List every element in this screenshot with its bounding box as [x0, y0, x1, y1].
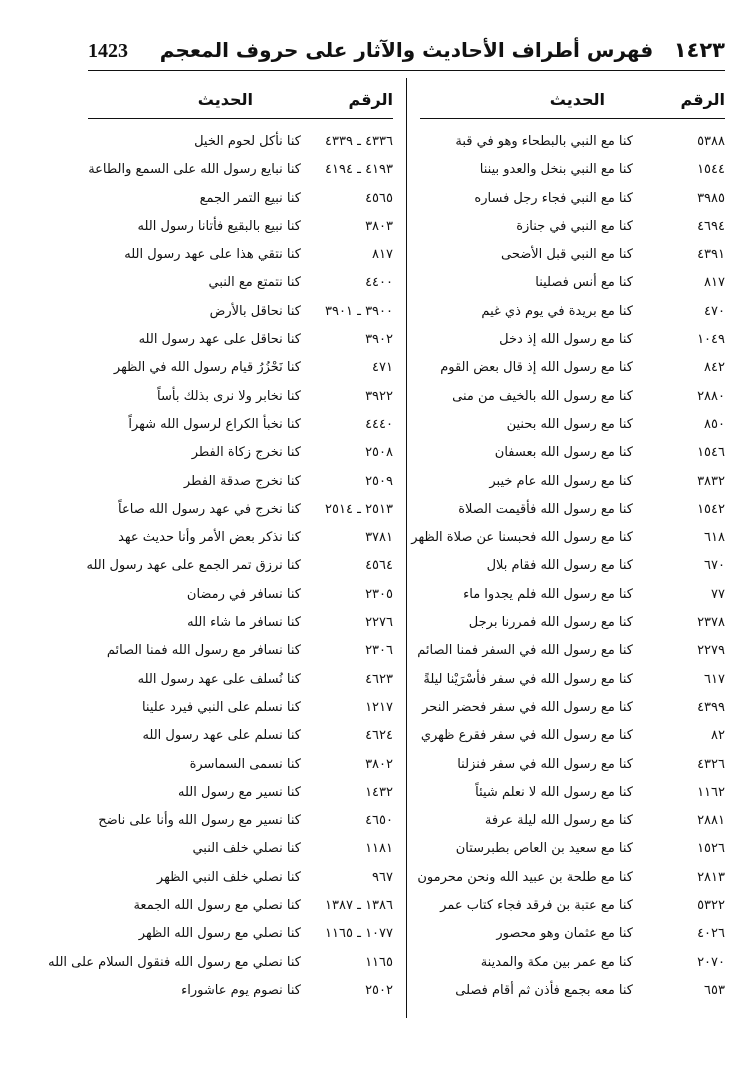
index-row: [88, 583, 393, 611]
hadith-text: كنا مع أنس فصلينا: [535, 275, 633, 291]
column-divider: [406, 78, 407, 1018]
index-row: [88, 441, 393, 469]
hadith-text: كنا مع رسول الله فلم يجدوا ماء: [463, 586, 633, 602]
index-row: [88, 979, 393, 1007]
hadith-number: ٣٧٨١: [365, 530, 393, 546]
hadith-text: كنا نتمتع مع النبي: [208, 275, 301, 291]
index-row: [420, 894, 725, 922]
hadith-number: ٨٢: [711, 728, 725, 744]
index-row: [88, 894, 393, 922]
hadith-number: ٢٢٧٦: [365, 615, 393, 631]
hadith-number: ١٥٢٦: [697, 841, 725, 857]
hadith-text: كنا نبيع بالبقيع فأتانا رسول الله: [137, 218, 301, 234]
index-row: [420, 583, 725, 611]
hadith-number: ٤٥٦٥: [365, 190, 393, 206]
hadith-text: كنا نبيع التمر الجمع: [199, 190, 301, 206]
hadith-text: كنا نُسلف على عهد رسول الله: [137, 671, 301, 687]
index-row: [420, 922, 725, 950]
index-row: [420, 300, 725, 328]
index-row: [420, 187, 725, 215]
hadith-text: كنا نأكل لحوم الخيل: [194, 134, 301, 149]
index-row: [420, 470, 725, 498]
hadith-number: ١٥٤٤: [697, 162, 725, 178]
hadith-text: كنا مع رسول الله في سفر فحضر النحر: [422, 699, 633, 715]
hadith-text: كنا نَحْزُرُ قيام رسول الله في الظهر: [113, 360, 301, 376]
hadith-text: كنا مع رسول الله فأقيمت الصلاة: [458, 501, 633, 517]
right-column: [411, 130, 725, 1007]
hadith-number: ٤١٩٣ ـ ٤١٩٤: [325, 162, 393, 178]
index-row: [88, 413, 393, 441]
left-column: [48, 130, 393, 1007]
index-row: [88, 187, 393, 215]
hadith-text: كنا مع النبي في جنازة: [516, 218, 633, 234]
left-column-header: [88, 90, 393, 114]
index-row: [88, 809, 393, 837]
index-row: [88, 215, 393, 243]
hadith-text: كنا نرزق تمر الجمع على عهد رسول الله: [86, 558, 301, 574]
hadith-number: ٤٦٢٤: [365, 728, 393, 744]
hadith-text: كنا مع رسول الله في سفر فقرع ظهري: [420, 728, 633, 744]
hadith-number: ٧٧: [711, 586, 725, 602]
index-row: [88, 611, 393, 639]
hadith-column-label: الحديث: [549, 90, 605, 109]
hadith-text: كنا نخرج زكاة الفطر: [191, 445, 301, 461]
hadith-number: ٦٧٠: [704, 558, 725, 574]
index-row: [420, 441, 725, 469]
hadith-text: كنا مع بريدة في يوم ذي غيم: [481, 303, 633, 319]
index-row: [88, 470, 393, 498]
hadith-number: ٢٥٠٩: [365, 473, 393, 489]
hadith-number: ٨١٧: [704, 275, 725, 291]
hadith-text: كنا نسافر مع رسول الله فمنا الصائم: [106, 643, 301, 659]
latin-page-number: 1423: [88, 40, 128, 62]
hadith-text: كنا مع طلحة بن عبيد الله ونحن محرمون: [417, 869, 633, 885]
hadith-text: كنا نحاقل بالأرض: [209, 303, 301, 319]
hadith-text: كنا مع عثمان وهو محصور: [496, 926, 633, 942]
left-header-rule: [88, 118, 393, 119]
index-row: [88, 300, 393, 328]
hadith-text: كنا معه بجمع فأذن ثم أقام فصلى: [455, 982, 633, 998]
hadith-text: كنا مع سعيد بن العاص بطبرستان: [455, 841, 633, 857]
hadith-number: ٤٧١: [372, 360, 393, 376]
index-row: [88, 922, 393, 950]
hadith-text: كنا نصلي خلف النبي الظهر: [156, 869, 301, 885]
hadith-text: كنا مع رسول الله ليلة عرفة: [484, 813, 633, 829]
hadith-number: ٢٥١٣ ـ ٢٥١٤: [325, 501, 393, 517]
hadith-text: كنا نسير مع رسول الله وأنا على ناضح: [98, 813, 301, 829]
index-row: [88, 158, 393, 186]
hadith-number: ٥٣٨٨: [697, 134, 725, 149]
index-row: [88, 639, 393, 667]
hadith-number: ٥٣٢٢: [697, 898, 725, 914]
hadith-text: كنا نخرج في عهد رسول الله صاعاً: [118, 501, 301, 517]
index-row: [420, 356, 725, 384]
hadith-number: ٤٣٣٦ ـ ٤٣٣٩: [325, 134, 393, 149]
index-row: [420, 158, 725, 186]
hadith-text: كنا مع رسول الله بالخيف من منى: [452, 388, 633, 404]
index-row: [420, 498, 725, 526]
index-row: [420, 554, 725, 582]
index-row: [420, 611, 725, 639]
hadith-number: ١١٨١: [365, 841, 393, 857]
page-title: فهرس أطراف الأحاديث والآثار على حروف المعجم: [159, 38, 654, 62]
hadith-number: ٤٦٢٣: [365, 671, 393, 687]
hadith-number: ٤٣٩٩: [697, 699, 725, 715]
hadith-text: كنا مع رسول الله فمررنا برجل: [468, 615, 633, 631]
index-row: [88, 130, 393, 158]
page-header: [88, 36, 725, 71]
hadith-text: كنا نصوم يوم عاشوراء: [181, 982, 301, 998]
hadith-number: ١٥٤٢: [697, 501, 725, 517]
index-row: [88, 668, 393, 696]
index-row: [420, 243, 725, 271]
index-row: [88, 498, 393, 526]
hadith-text: كنا مع النبي بالبطحاء وهو في قبة: [455, 134, 633, 149]
arabic-page-number: ١٤٢٣: [673, 38, 725, 62]
index-row: [48, 951, 393, 979]
index-row: [88, 781, 393, 809]
hadith-number: ٤٦٥٠: [365, 813, 393, 829]
hadith-text: كنا مع رسول الله لا نعلم شيئاً: [475, 784, 633, 800]
hadith-number: ١١٦٢: [697, 784, 725, 800]
index-row: [420, 979, 725, 1007]
hadith-text: كنا مع رسول الله في سفر فأسْرَيْنا ليلةً: [423, 671, 633, 687]
index-row: [420, 724, 725, 752]
hadith-number: ٢٣٠٥: [365, 586, 393, 602]
hadith-number: ٣٨٠٣: [365, 218, 393, 234]
hadith-text: كنا نخبأ الكراع لرسول الله شهراً: [128, 416, 301, 432]
index-row: [420, 271, 725, 299]
hadith-text: كنا نصلي خلف النبي: [192, 841, 301, 857]
hadith-number: ٢٨١٣: [697, 869, 725, 885]
number-column-label: الرقم: [348, 90, 393, 109]
index-row: [88, 837, 393, 865]
hadith-text: كنا نصلي مع رسول الله فنقول السلام على الله: [48, 954, 301, 970]
hadith-number: ٦١٨: [704, 530, 725, 546]
hadith-text: كنا نخرج صدقة الفطر: [183, 473, 301, 489]
hadith-text: كنا نصلي مع رسول الله الجمعة: [133, 898, 301, 914]
hadith-text: كنا مع رسول الله فقام بلال: [486, 558, 633, 574]
hadith-number: ١٥٤٦: [697, 445, 725, 461]
hadith-number: ١٤٣٢: [365, 784, 393, 800]
index-row: [417, 866, 725, 894]
hadith-number: ٢٥٠٨: [365, 445, 393, 461]
hadith-number: ٤٣٢٦: [697, 756, 725, 772]
number-column-label: الرقم: [680, 90, 725, 109]
hadith-text: كنا نذكر بعض الأمر وأنا حديث عهد: [118, 530, 301, 546]
right-column-header: [420, 90, 725, 114]
hadith-number: ١٠٧٧ ـ ١١٦٥: [325, 926, 393, 942]
hadith-number: ٨٤٢: [704, 360, 725, 376]
hadith-number: ٣٩٠٢: [365, 332, 393, 348]
hadith-text: كنا نسمى السماسرة: [189, 756, 301, 772]
hadith-number: ٨١٧: [372, 247, 393, 263]
hadith-number: ٢٢٧٩: [697, 643, 725, 659]
hadith-number: ١٠٤٩: [697, 332, 725, 348]
hadith-text: كنا نصلي مع رسول الله الظهر: [138, 926, 301, 942]
hadith-number: ٣٩٨٥: [697, 190, 725, 206]
index-row: [420, 215, 725, 243]
index-row: [88, 328, 393, 356]
hadith-text: كنا نسير مع رسول الله: [178, 784, 301, 800]
index-row: [417, 639, 725, 667]
hadith-text: كنا نبايع رسول الله على السمع والطاعة: [88, 162, 301, 178]
index-row: [420, 781, 725, 809]
index-row: [88, 271, 393, 299]
hadith-number: ٤٥٦٤: [365, 558, 393, 574]
hadith-number: ٢٣٠٦: [365, 643, 393, 659]
hadith-number: ٦٥٣: [704, 982, 725, 998]
hadith-text: كنا مع النبي بنخل والعدو بيننا: [479, 162, 633, 178]
hadith-text: كنا مع رسول الله عام خيبر: [489, 473, 633, 489]
hadith-text: كنا مع النبي فجاء رجل فساره: [474, 190, 633, 206]
index-row: [420, 130, 725, 158]
right-header-rule: [420, 118, 725, 119]
index-row: [88, 866, 393, 894]
index-row: [88, 526, 393, 554]
hadith-text: كنا نسافر في رمضان: [186, 586, 301, 602]
hadith-column-label: الحديث: [197, 90, 253, 109]
index-row: [420, 668, 725, 696]
hadith-number: ٣٩٠٠ ـ ٣٩٠١: [325, 303, 393, 319]
hadith-number: ٢٨٨١: [697, 813, 725, 829]
hadith-number: ٢٣٧٨: [697, 615, 725, 631]
index-row: [420, 385, 725, 413]
hadith-number: ١٣٨٦ ـ ١٣٨٧: [325, 898, 393, 914]
hadith-text: كنا مع عمر بين مكة والمدينة: [480, 954, 633, 970]
hadith-number: ٢٠٧٠: [697, 954, 725, 970]
hadith-number: ٤٤٠٠: [365, 275, 393, 291]
hadith-text: كنا نسلم على النبي فيرد علينا: [141, 699, 301, 715]
index-row: [420, 809, 725, 837]
hadith-text: كنا مع رسول الله فحبسنا عن صلاة الظهر: [411, 530, 633, 546]
hadith-text: كنا مع رسول الله بحنين: [506, 416, 633, 432]
hadith-number: ٢٥٠٢: [365, 982, 393, 998]
hadith-number: ٤٣٩١: [697, 247, 725, 263]
hadith-number: ٤٠٢٦: [697, 926, 725, 942]
hadith-text: كنا نسلم على عهد رسول الله: [142, 728, 301, 744]
index-row: [88, 356, 393, 384]
hadith-number: ٣٨٠٢: [365, 756, 393, 772]
hadith-text: كنا نتقي هذا على عهد رسول الله: [124, 247, 301, 263]
hadith-number: ٤٦٩٤: [697, 218, 725, 234]
index-row: [420, 328, 725, 356]
hadith-number: ١٢١٧: [365, 699, 393, 715]
index-row: [420, 413, 725, 441]
hadith-text: كنا نحاقل على عهد رسول الله: [138, 332, 301, 348]
hadith-text: كنا مع رسول الله في سفر فنزلنا: [457, 756, 633, 772]
hadith-text: كنا مع رسول الله إذ دخل: [499, 332, 633, 348]
hadith-text: كنا مع رسول الله بعسفان: [494, 445, 633, 461]
hadith-number: ٤٤٤٠: [365, 416, 393, 432]
hadith-number: ٩٦٧: [372, 869, 393, 885]
hadith-text: كنا مع النبي قبل الأضحى: [500, 247, 633, 263]
hadith-text: كنا مع رسول الله في السفر فمنا الصائم: [417, 643, 633, 659]
index-row: [88, 724, 393, 752]
index-row: [88, 753, 393, 781]
index-row: [420, 837, 725, 865]
index-row: [420, 696, 725, 724]
index-row: [88, 243, 393, 271]
hadith-number: ٤٧٠: [704, 303, 725, 319]
hadith-text: كنا مع رسول الله إذ قال بعض القوم: [440, 360, 633, 376]
hadith-number: ٦١٧: [704, 671, 725, 687]
hadith-text: كنا نسافر ما شاء الله: [187, 615, 301, 631]
hadith-number: ٣٩٢٢: [365, 388, 393, 404]
hadith-text: كنا نخابر ولا نرى بذلك بأساً: [157, 388, 301, 404]
hadith-number: ٢٨٨٠: [697, 388, 725, 404]
index-row: [88, 554, 393, 582]
index-row: [420, 951, 725, 979]
index-row: [420, 753, 725, 781]
index-row: [88, 385, 393, 413]
hadith-number: ١١٦٥: [365, 954, 393, 970]
hadith-text: كنا مع عتبة بن فرقد فجاء كتاب عمر: [440, 898, 633, 914]
hadith-number: ٣٨٣٢: [697, 473, 725, 489]
index-row: [411, 526, 725, 554]
index-row: [88, 696, 393, 724]
hadith-number: ٨٥٠: [704, 416, 725, 432]
